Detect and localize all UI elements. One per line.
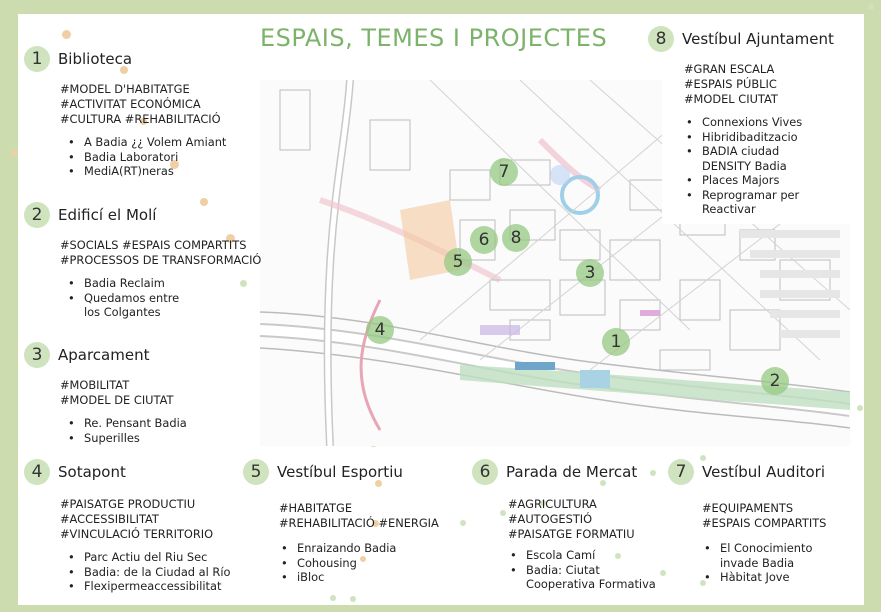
tag: #PAISATGE PRODUCTIU: [60, 497, 196, 511]
list-item: • Escola Camí: [508, 548, 666, 563]
list-item: • Hibridibaditzacio: [684, 130, 834, 145]
list-item: • Connexions Vives: [684, 115, 834, 130]
list-item: • Quedamos entre los Colgantes: [66, 291, 194, 320]
card-number: 7: [668, 459, 694, 485]
card-4: [24, 459, 230, 594]
map-marker-5: 5: [444, 248, 472, 276]
tag: #MODEL CIUTAT: [684, 92, 778, 106]
card-1: [24, 46, 226, 179]
list-item: • El Conocimiento invade Badia: [702, 541, 850, 570]
card-title: Sotapont: [58, 463, 126, 481]
decorative-dot: [330, 595, 336, 601]
card-title: Edificí el Molí: [58, 206, 157, 224]
card-title: Vestíbul Esportiu: [277, 463, 403, 481]
card-7: [668, 459, 850, 585]
decorative-dot: [857, 405, 863, 411]
card-number: 5: [243, 459, 269, 485]
list-item: • Badia Reclaim: [66, 276, 246, 291]
list-item: • MediA(RT)neras: [66, 164, 226, 179]
card-number: 4: [24, 459, 50, 485]
list-item: • Reprogramar per Reactivar: [684, 188, 822, 217]
list-item: • Places Majors: [684, 173, 834, 188]
card-number: 8: [648, 26, 674, 52]
map-marker-4: 4: [366, 316, 394, 344]
list-item: • A Badia ¿¿ Volem Amiant: [66, 135, 226, 150]
map-marker-3: 3: [576, 259, 604, 287]
list-item: • BADIA ciudad DENSITY Badia: [684, 144, 812, 173]
list-item: • Flexipermeaccessibilitat: [66, 579, 230, 594]
tag: #PAISATGE FORMATIU: [508, 527, 635, 541]
tag: #MODEL DE CIUTAT: [60, 393, 174, 407]
map-marker-1: 1: [602, 328, 630, 356]
tag: #MOBILITAT: [60, 378, 130, 392]
list-item: • iBloc: [279, 570, 439, 585]
decorative-dot: [868, 4, 874, 10]
map-marker-7: 7: [490, 158, 518, 186]
card-8: [648, 26, 834, 217]
tag: #EQUIPAMENTS: [702, 501, 794, 515]
tag: #REHABILITACIÓ #ENERGIA: [279, 516, 439, 530]
list-item: • Badia: de la Ciudad al Río: [66, 565, 230, 580]
tag: #ESPAIS COMPARTITS: [702, 516, 827, 530]
tag: #SOCIALS #ESPAIS COMPARTITS: [60, 238, 247, 252]
list-item: • Enraizando Badia: [279, 541, 439, 556]
card-6: [472, 459, 666, 592]
card-3: [24, 342, 187, 445]
card-title: Parada de Mercat: [506, 463, 638, 481]
list-item: • Hàbitat Jove: [702, 570, 850, 585]
tag: #MODEL D'HABITATGE: [60, 82, 190, 96]
tag: #ACCESSIBILITAT: [60, 512, 159, 526]
card-2: [24, 202, 261, 320]
list-item: • Cohousing: [279, 556, 439, 571]
tag: #ESPAIS PÚBLIC: [684, 77, 777, 91]
card-number: 6: [472, 459, 498, 485]
list-item: • Superilles: [66, 431, 187, 446]
decorative-dot: [350, 596, 356, 602]
map-marker-8: 8: [502, 224, 530, 252]
card-number: 2: [24, 202, 50, 228]
map-marker-2: 2: [761, 367, 789, 395]
card-5: [243, 459, 439, 585]
card-title: Vestíbul Ajuntament: [682, 30, 834, 48]
tag: #PROCESSOS DE TRANSFORMACIÓ: [60, 253, 262, 267]
tag: #AGRICULTURA: [508, 497, 597, 511]
page-title: ESPAIS, TEMES I PROJECTES: [260, 24, 608, 52]
card-title: Vestíbul Auditori: [702, 463, 826, 481]
list-item: • Badia: Ciutat Cooperativa Formativa: [508, 563, 666, 592]
card-number: 1: [24, 46, 50, 72]
decorative-dot: [460, 520, 466, 526]
map-marker-6: 6: [470, 226, 498, 254]
decorative-dot: [12, 150, 18, 156]
card-title: Aparcament: [58, 346, 150, 364]
tag: #GRAN ESCALA: [684, 62, 775, 76]
list-item: • Re. Pensant Badia: [66, 416, 187, 431]
list-item: • Badia Laboratori: [66, 150, 226, 165]
tag: #AUTOGESTIÓ: [508, 512, 593, 526]
tag: #CULTURA #REHABILITACIÓ: [60, 112, 221, 126]
tag: #VINCULACIÓ TERRITORIO: [60, 527, 214, 541]
card-number: 3: [24, 342, 50, 368]
list-item: • Parc Actiu del Riu Sec: [66, 550, 230, 565]
decorative-dot: [62, 30, 71, 39]
card-title: Biblioteca: [58, 50, 133, 68]
tag: #ACTIVITAT ECONÓMICA: [60, 97, 201, 111]
tag: #HABITATGE: [279, 501, 353, 515]
